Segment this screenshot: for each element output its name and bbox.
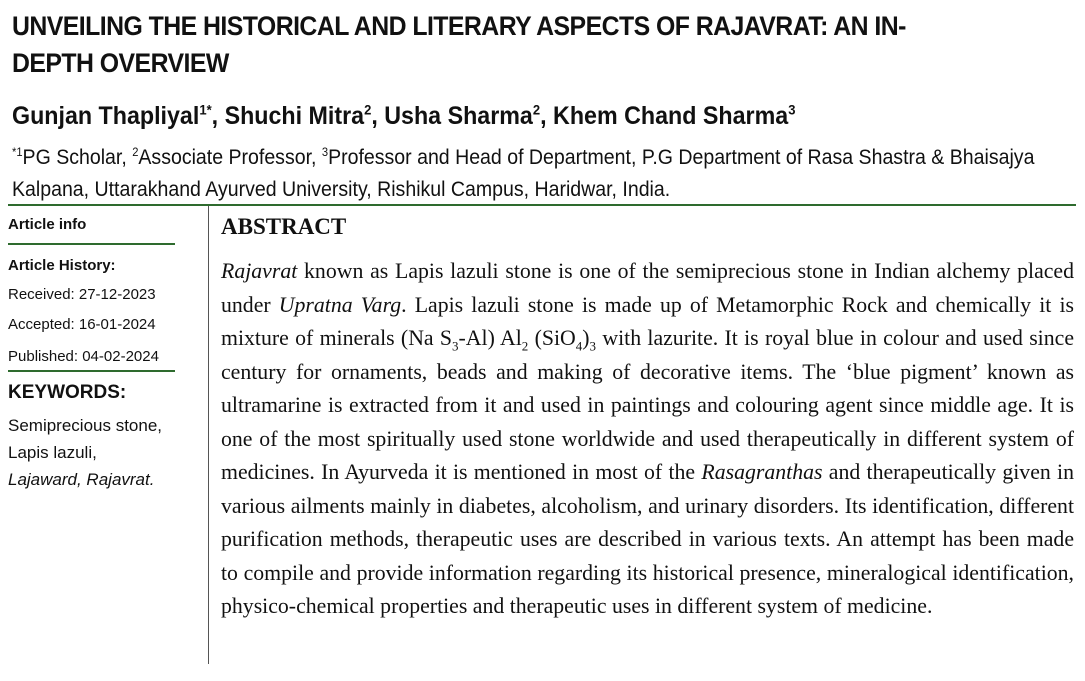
- author-superscript: 2: [364, 101, 372, 118]
- author-superscript: 2: [532, 101, 541, 118]
- column-divider: [208, 206, 209, 664]
- published-date: Published: 04-02-2024: [8, 348, 159, 365]
- author-name: Gunjan Thapliyal: [12, 102, 200, 130]
- keywords-heading: KEYWORDS:: [8, 382, 127, 403]
- abstract-text: known as Lapis lazuli stone is one of the semiprecious stone in Indian alchemy placed under: [221, 259, 1074, 317]
- article-history-label: Article History:: [8, 257, 116, 274]
- abstract-body: [221, 255, 1074, 624]
- abstract-heading: ABSTRACT: [221, 214, 347, 239]
- abstract-subscript: 3: [452, 338, 459, 354]
- abstract-subscript: 2: [521, 338, 529, 354]
- abstract-text: with lazurite. It is royal blue in colour and used since century for ornaments, beads and making of decorative items. The ‘blue pigment’ known as ultramarine is extracted from it and used in paintings and colouring agent since middle age. It is one of the most spiritually used stone worldwide and used therapeutically in different system of medicines. In Ayurveda it is mentioned in most of the: [221, 326, 1074, 484]
- affiliation-sup: *1: [12, 145, 23, 159]
- author-superscript: 3: [788, 101, 796, 118]
- abstract-text: . Lapis lazuli stone is made up of Metamorphic Rock and chemically it is mixture of minerals (Na S: [221, 292, 1074, 350]
- abstract-italic: Rasagranthas: [701, 460, 823, 484]
- abstract-italic: Upratna Varg: [278, 292, 402, 317]
- abstract-subscript: 3: [589, 338, 597, 354]
- affiliation-part: PG Scholar,: [22, 146, 133, 169]
- author-superscript: 1*: [199, 101, 212, 118]
- keyword: Lapis lazuli,: [8, 443, 97, 462]
- affiliation-sup: 3: [321, 145, 329, 159]
- abstract-text: -Al) Al: [458, 326, 522, 350]
- author-name: Shuchi Mitra: [224, 102, 365, 130]
- affiliation-part: Associate Professor,: [138, 146, 322, 169]
- abstract-text: ): [582, 326, 590, 350]
- author-name: Usha Sharma: [384, 102, 533, 130]
- keyword: Lajaward, Rajavrat.: [8, 470, 155, 489]
- article-info-sidebar: [8, 206, 178, 493]
- keyword: Semiprecious stone,: [8, 416, 163, 435]
- abstract-italic: Rajavrat: [221, 259, 298, 283]
- accepted-date: Accepted: 16-01-2024: [8, 316, 156, 333]
- author-name: Khem Chand Sharma: [553, 102, 789, 130]
- affiliation-sup: 2: [132, 145, 139, 159]
- abstract-text: and therapeutically given in various ailments mainly in diabetes, alcoholism, and urinary disorders. Its identification, different purification methods, therapeutic uses are described in various texts. An attempt has been made to compile and provide information regarding its historical presence, mineralogical identification, physico-chemical properties and therapeutic uses in different system of medicine.: [221, 460, 1075, 618]
- abstract-text: (SiO: [528, 326, 576, 350]
- article-info-heading: Article info: [8, 216, 87, 233]
- author-list: Gunjan Thapliyal$^{1*}$, Shuchi Mitra$^2$, Usha Sharma$^2$, Khem Chand Sharma$^3$: [12, 101, 796, 130]
- paper-title: UNVEILING THE HISTORICAL AND LITERARY ASPECTS OF RAJAVRAT: AN IN-DEPTH OVERVIEW: [12, 11, 906, 78]
- affiliation: [12, 142, 1063, 206]
- received-date: Received: 27-12-2023: [8, 286, 156, 303]
- abstract-subscript: 4: [575, 338, 583, 354]
- affiliation-part: Professor and Head of Department, P.G Department of Rasa Shastra & Bhaisajya Kalpana, Uttarakhand Ayurved University, Rishikul Campus, Haridwar, India.: [12, 146, 1035, 201]
